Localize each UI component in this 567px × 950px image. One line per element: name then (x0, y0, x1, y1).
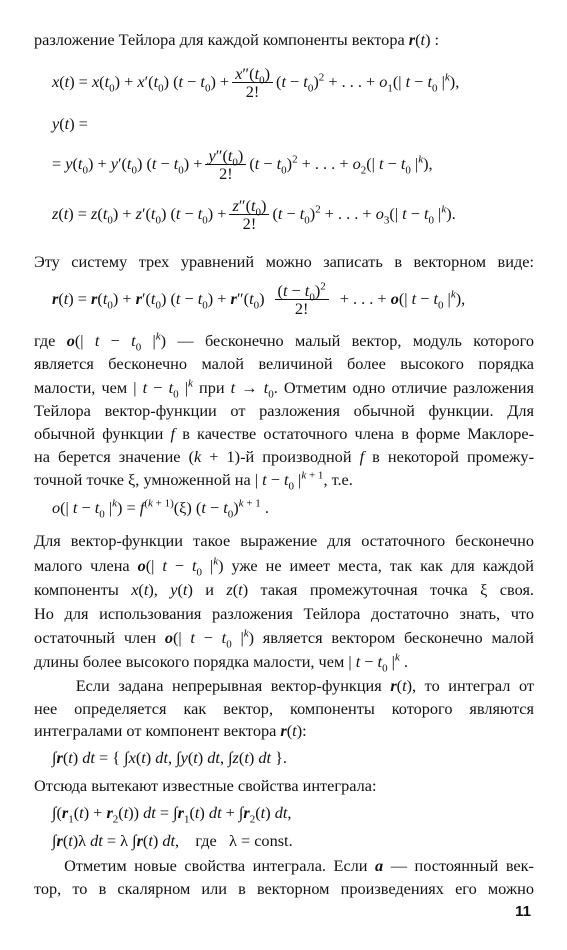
text-line: обычной функции f в качестве остаточного члена в форме Маклоре- (34, 424, 534, 443)
text-line: на берется значение (k + 1)-й производной f в некоторой промежу- (34, 447, 534, 466)
text-line: тор, то в скалярном или в векторном произведениях его можно (34, 879, 534, 898)
equation-z: $z(t) = z(t_0) + z'(t_0) (t - t_0)$ + $\frac{z''(t_0)}{2!}$ $(t - t_0)^2$ + . . . + $o_3(|$ $t - t_0$ $|^k$). (52, 195, 456, 233)
equation-remainder: o(| $t - t_0$ $|^k) = f^{(k + 1)}(\xi)$ $(t - t_0)^{k + 1}$ . (52, 497, 269, 521)
equation-y-lhs: y(t) = (52, 114, 88, 133)
equation-prop2: ∫r(t)λ dt = λ ∫r(t) dt, где λ = const. (52, 831, 293, 850)
page-number: 11 (515, 903, 531, 920)
equation-x: $x(t) = x(t_0) + x'(t_0) (t - t_0)$ + $\frac{x''(t_0)}{2!}$ $(t - t_0)^2$ + . . . + $o_1(|$ $t - t_0$ $|^k$), (52, 63, 460, 101)
text-line: Тейлора вектор-функции от разложения обычной функции. Для (34, 401, 534, 420)
equation-r: $r(t) = r(t_0) + r'(t_0) (t - t_0) + r''(t_0)$ $\frac{(t - t_0)^2}{2!}$ + . . . + o(| $t - t_0$ $|^k$), (52, 280, 466, 318)
text-line: Отметим новые свойства интеграла. Если a — постоянный век- (34, 856, 534, 875)
text-line: компоненты x(t), y(t) и z(t) такая промежуточная точка ξ своя. (34, 580, 534, 599)
text-line: интегралами от компонент вектора r(t): (34, 721, 307, 740)
text-line: Отсюда вытекают известные свойства интеграла: (34, 776, 377, 795)
equation-integral: ∫r(t) dt = { ∫x(t) dt, ∫y(t) dt, ∫z(t) dt }. (52, 748, 287, 767)
text-line: малого члена o(| $t - t_0$ $|^k$) уже не имеет места, так как для каждой (34, 555, 534, 579)
equation-prop1: $\int(r_1(t) + r_2(t))$ dt = $\int r_1(t)$ dt + $\int r_2(t)$ dt, (52, 803, 292, 826)
text-line: остаточный член o(| $t - t_0$ $|^k$) является вектором бесконечно малой (34, 627, 534, 651)
text-line: точной точке ξ, умноженной на | $t - t_0$ $|^{k + 1}$, т.е. (34, 469, 353, 493)
text-line: длины более высокого порядка малости, чем | $t - t_0$ $|^k$ . (34, 651, 408, 675)
text-line: Эту систему трех уравнений можно записать в векторном виде: (34, 252, 534, 271)
text-line: Но для использования разложения Тейлора достаточно знать, что (34, 604, 534, 623)
text-line: Для вектор-функции такое выражение для остаточного бесконечно (34, 531, 534, 550)
text-line: является бесконечно малой величиной более высокого порядка (34, 354, 534, 373)
text-line: нее определяется как вектор, компоненты которого являются (34, 699, 534, 718)
text-line: Если задана непрерывная вектор-функция r(t), то интеграл от (50, 676, 534, 695)
text-line: где o(| $t - t_0$ $|^k$) — бесконечно малый вектор, модуль которого (34, 330, 534, 354)
equation-y: = $y(t_0) + y'(t_0) (t - t_0)$ + $\frac{y''(t_0)}{2!}$ $(t - t_0)^2$ + . . . + $o_2(|$ $t - t_0$ $|^k$), (52, 145, 433, 183)
text-line: разложение Тейлора для каждой компоненты вектора r(t) : (34, 30, 440, 49)
text-line: малости, чем | $t - t_0$ $|^k$ при $t \to t_0$. Отметим одно отличие разложения (34, 377, 535, 401)
